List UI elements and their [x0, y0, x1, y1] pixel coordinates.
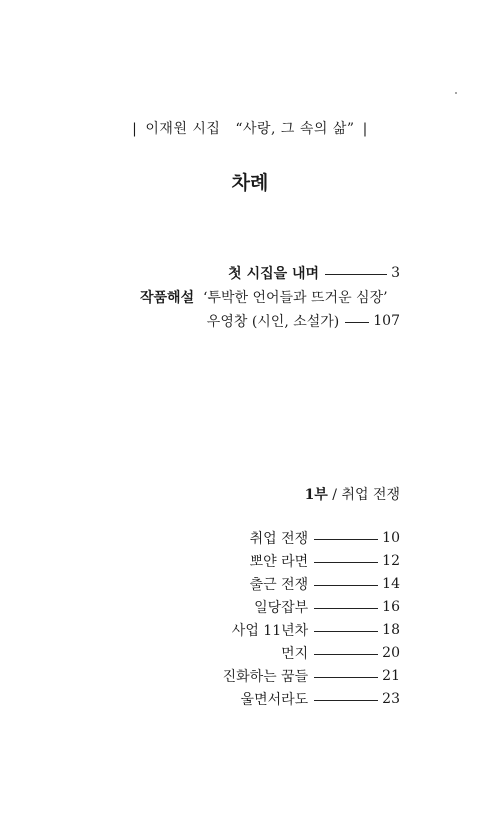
toc-entry[interactable]	[281, 643, 400, 663]
toc-entry-page: 10	[382, 530, 400, 546]
toc-entry-page: 18	[382, 622, 400, 638]
toc-entry-title: 진화하는 꿈들	[222, 669, 309, 685]
toc-entry[interactable]	[241, 689, 400, 709]
header-bar-left: |	[132, 121, 138, 137]
toc-entry-title: 출근 전쟁	[249, 577, 309, 593]
section-slash: /	[332, 487, 337, 503]
toc-entry[interactable]	[250, 528, 400, 548]
leader-line	[314, 539, 378, 540]
toc-entry[interactable]	[254, 597, 400, 617]
toc-entry-preface[interactable]	[228, 263, 400, 283]
toc-entry-commentary-byline[interactable]	[207, 311, 400, 331]
toc-entry-page: 20	[382, 645, 400, 661]
toc-entry[interactable]	[250, 574, 400, 594]
leader-line	[314, 677, 378, 678]
toc-entry-title: 뽀얀 라면	[249, 554, 309, 570]
toc-title: 차례	[231, 172, 269, 194]
toc-entry-page: 14	[382, 576, 400, 592]
stray-dot	[455, 92, 457, 94]
toc-entry-commentary[interactable]	[140, 287, 388, 307]
commentary-label: 작품해설	[140, 290, 195, 306]
toc-entry-page: 23	[382, 691, 400, 707]
header-title: “사랑, 그 속의 삶”	[235, 121, 355, 137]
toc-entry-page: 3	[391, 265, 400, 281]
leader-line	[314, 654, 378, 655]
toc-entry-page: 107	[373, 313, 400, 329]
toc-entry-title: 울면서라도	[240, 692, 309, 708]
commentary-byline: 우영창 (시인, 소설가)	[206, 314, 340, 330]
toc-entry-title: 사업 11년차	[231, 623, 309, 639]
toc-entry-title: 일당잡부	[254, 600, 309, 616]
toc-entry-title: 취업 전쟁	[249, 531, 309, 547]
leader-line	[314, 631, 378, 632]
header-author: 이재원 시집	[145, 121, 221, 137]
header-bar-right: |	[362, 121, 368, 137]
toc-entry-page: 21	[382, 668, 400, 684]
leader-line	[314, 585, 378, 586]
leader-line	[325, 274, 387, 275]
section-name: 취업 전쟁	[341, 487, 400, 503]
leader-line	[314, 700, 378, 701]
leader-line	[314, 608, 378, 609]
section-heading	[305, 484, 400, 504]
toc-entry-title: 첫 시집을 내며	[228, 266, 320, 282]
toc-entry[interactable]	[250, 551, 400, 571]
toc-entry[interactable]	[223, 666, 400, 686]
toc-entry-title: 먼지	[281, 646, 309, 662]
leader-line	[345, 322, 369, 323]
section-part: 1부	[304, 487, 328, 503]
leader-line	[314, 562, 378, 563]
toc-entry-page: 12	[382, 553, 400, 569]
commentary-title: ‘투박한 언어들과 뜨거운 심장’	[203, 290, 388, 306]
toc-entry[interactable]	[232, 620, 400, 640]
book-header	[0, 118, 500, 138]
toc-entry-page: 16	[382, 599, 400, 615]
